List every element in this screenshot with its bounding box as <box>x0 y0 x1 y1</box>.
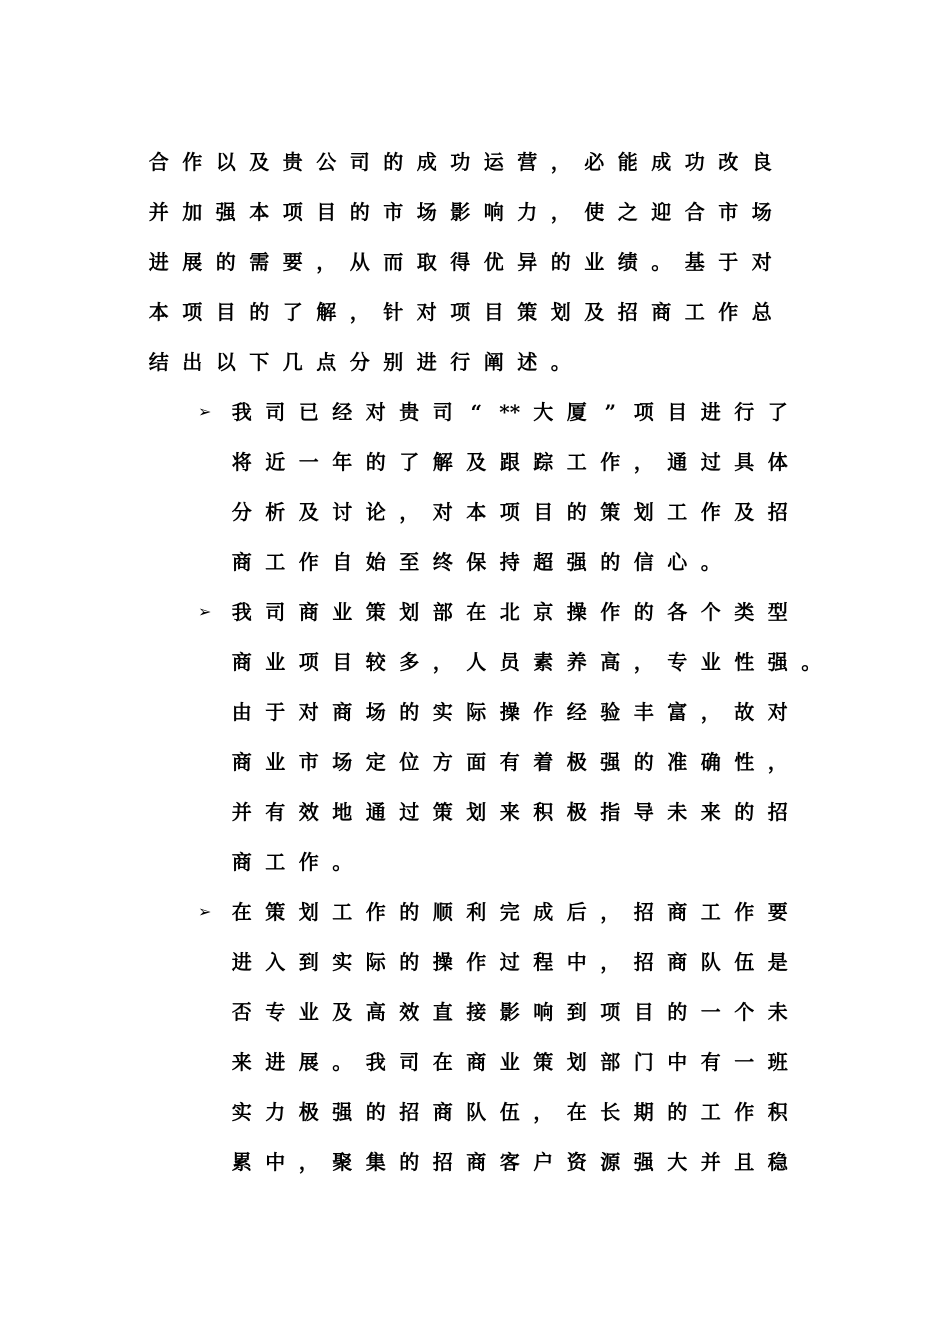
paragraph-line: 并 加 强 本 项 目 的 市 场 影 响 力 ， 使 之 迎 合 市 场 <box>148 200 772 224</box>
arrow-bullet-icon: ➢ <box>198 902 212 921</box>
bullet-text-line: 商 业 市 场 定 位 方 面 有 着 极 强 的 准 确 性 ， <box>231 750 788 774</box>
paragraph-line: 结 出 以 下 几 点 分 别 进 行 阐 述 。 <box>148 350 571 374</box>
paragraph-line: 合 作 以 及 贵 公 司 的 成 功 运 营 ， 必 能 成 功 改 良 <box>148 150 772 174</box>
paragraph-line: 进 展 的 需 要 ， 从 而 取 得 优 异 的 业 绩 。 基 于 对 <box>148 250 772 274</box>
bullet-text-line: 商 业 项 目 较 多 ， 人 员 素 养 高 ， 专 业 性 强 。 <box>231 650 822 674</box>
bullet-text-line: 我 司 已 经 对 贵 司 “ ** 大 厦 ” 项 目 进 行 了 <box>231 400 788 424</box>
bullet-text-line: 来 进 展 。 我 司 在 商 业 策 划 部 门 中 有 一 班 <box>231 1050 788 1074</box>
bullet-text-line: 商 工 作 自 始 至 终 保 持 超 强 的 信 心 。 <box>231 550 721 574</box>
bullet-text-line: 在 策 划 工 作 的 顺 利 完 成 后 ， 招 商 工 作 要 <box>231 900 788 924</box>
arrow-bullet-icon: ➢ <box>198 402 212 421</box>
bullet-text-line: 否 专 业 及 高 效 直 接 影 响 到 项 目 的 一 个 未 <box>231 1000 788 1024</box>
bullet-text-line: 我 司 商 业 策 划 部 在 北 京 操 作 的 各 个 类 型 <box>231 600 788 624</box>
bullet-text-line: 分 析 及 讨 论 ， 对 本 项 目 的 策 划 工 作 及 招 <box>231 500 788 524</box>
bullet-text-line: 将 近 一 年 的 了 解 及 跟 踪 工 作 ， 通 过 具 体 <box>231 450 788 474</box>
bullet-text-line: 进 入 到 实 际 的 操 作 过 程 中 ， 招 商 队 伍 是 <box>231 950 788 974</box>
bullet-text-line: 商 工 作 。 <box>231 850 353 874</box>
arrow-bullet-icon: ➢ <box>198 602 212 621</box>
paragraph-line: 本 项 目 的 了 解 ， 针 对 项 目 策 划 及 招 商 工 作 总 <box>148 300 772 324</box>
bullet-text-line: 实 力 极 强 的 招 商 队 伍 ， 在 长 期 的 工 作 积 <box>231 1100 788 1124</box>
bullet-text-line: 并 有 效 地 通 过 策 划 来 积 极 指 导 未 来 的 招 <box>231 800 788 824</box>
bullet-text-line: 由 于 对 商 场 的 实 际 操 作 经 验 丰 富 ， 故 对 <box>231 700 788 724</box>
bullet-text-line: 累 中 ， 聚 集 的 招 商 客 户 资 源 强 大 并 且 稳 <box>231 1150 788 1174</box>
